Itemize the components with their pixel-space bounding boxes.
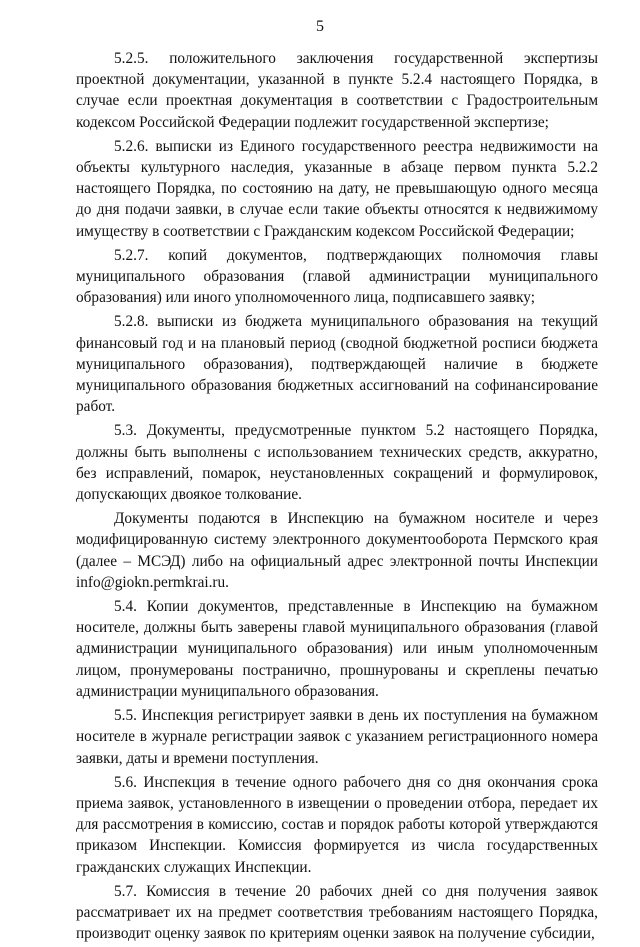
paragraph-5-5: 5.5. Инспекция регистрирует заявки в день их поступления на бумажном носителе в журнале регистрации заявок с указанием регистрационного номера заявки, даты и времени поступления. [76, 707, 598, 767]
paragraph-5-7: 5.7. Комиссия в течение 20 рабочих дней со дня получения заявок рассматривает их на предмет соответствия требованиям настоящего Порядка, производит оценку заявок по критериям оценки заявок на получение субсидии, [76, 882, 598, 943]
paragraph-documents-submission: Документы подаются в Инспекцию на бумажном носителе и через модифицированную систему электронного документооборота Пермского края (далее – МСЭД) либо на официальный адрес электронной почты Инспекции info@giokn.permkrai.ru. [76, 510, 598, 591]
paragraph-5-2-6: 5.2.6. выписки из Единого государственного реестра недвижимости на объекты культурного наследия, указанные в абзаце первом пункта 5.2.2 настоящего Порядка, по состоянию на дату, не превышающую одного месяца до дня подачи заявки, в случае если такие объекты относятся к недвижимому имуществу в соответствии с Гражданским кодексом Российской Федерации; [76, 137, 598, 240]
page-number: 5 [316, 18, 324, 35]
paragraph-5-2-8: 5.2.8. выписки из бюджета муниципального образования на текущий финансовый год и на плановый период (сводной бюджетной росписи бюджета муниципального образования), подтверждающей наличие в бюджете муниципального образования бюджетных ассигнований на софинансирование работ. [76, 313, 598, 416]
paragraph-5-2-5: 5.2.5. положительного заключения государственной экспертизы проектной документации, указанной в пункте 5.2.4 настоящего Порядка, в случае если проектная документация в соответствии с Градостроительным кодексом Российской Федерации подлежит государственной экспертизе; [76, 50, 598, 131]
paragraph-5-3: 5.3. Документы, предусмотренные пунктом 5.2 настоящего Порядка, должны быть выполнены с использованием технических средств, аккуратно, без исправлений, помарок, неустановленных сокращений и формулировок, допускающих двоякое толкование. [76, 422, 598, 504]
paragraph-5-6: 5.6. Инспекция в течение одного рабочего дня со дня окончания срока приема заявок, установленного в извещении о проведении отбора, передает их для рассмотрения в комиссию, состав и порядок работы которой утверждаются приказом Инспекции. Комиссия формируется из числа государственных гражданских служащих Инспекции. [76, 773, 598, 876]
paragraph-5-4: 5.4. Копии документов, представленные в Инспекцию на бумажном носителе, должны быть заверены главой муниципального образования (главой администрации муниципального образования) или иным уполномоченным лицом, пронумерованы постранично, прошнурованы и скреплены печатью администрации муниципального образования. [76, 598, 598, 700]
paragraph-5-2-7: 5.2.7. копий документов, подтверждающих полномочия главы муниципального образования (главой администрации муниципального образования) или иного уполномоченного лица, подписавшего заявку; [76, 246, 598, 307]
document-body [76, 48, 598, 947]
